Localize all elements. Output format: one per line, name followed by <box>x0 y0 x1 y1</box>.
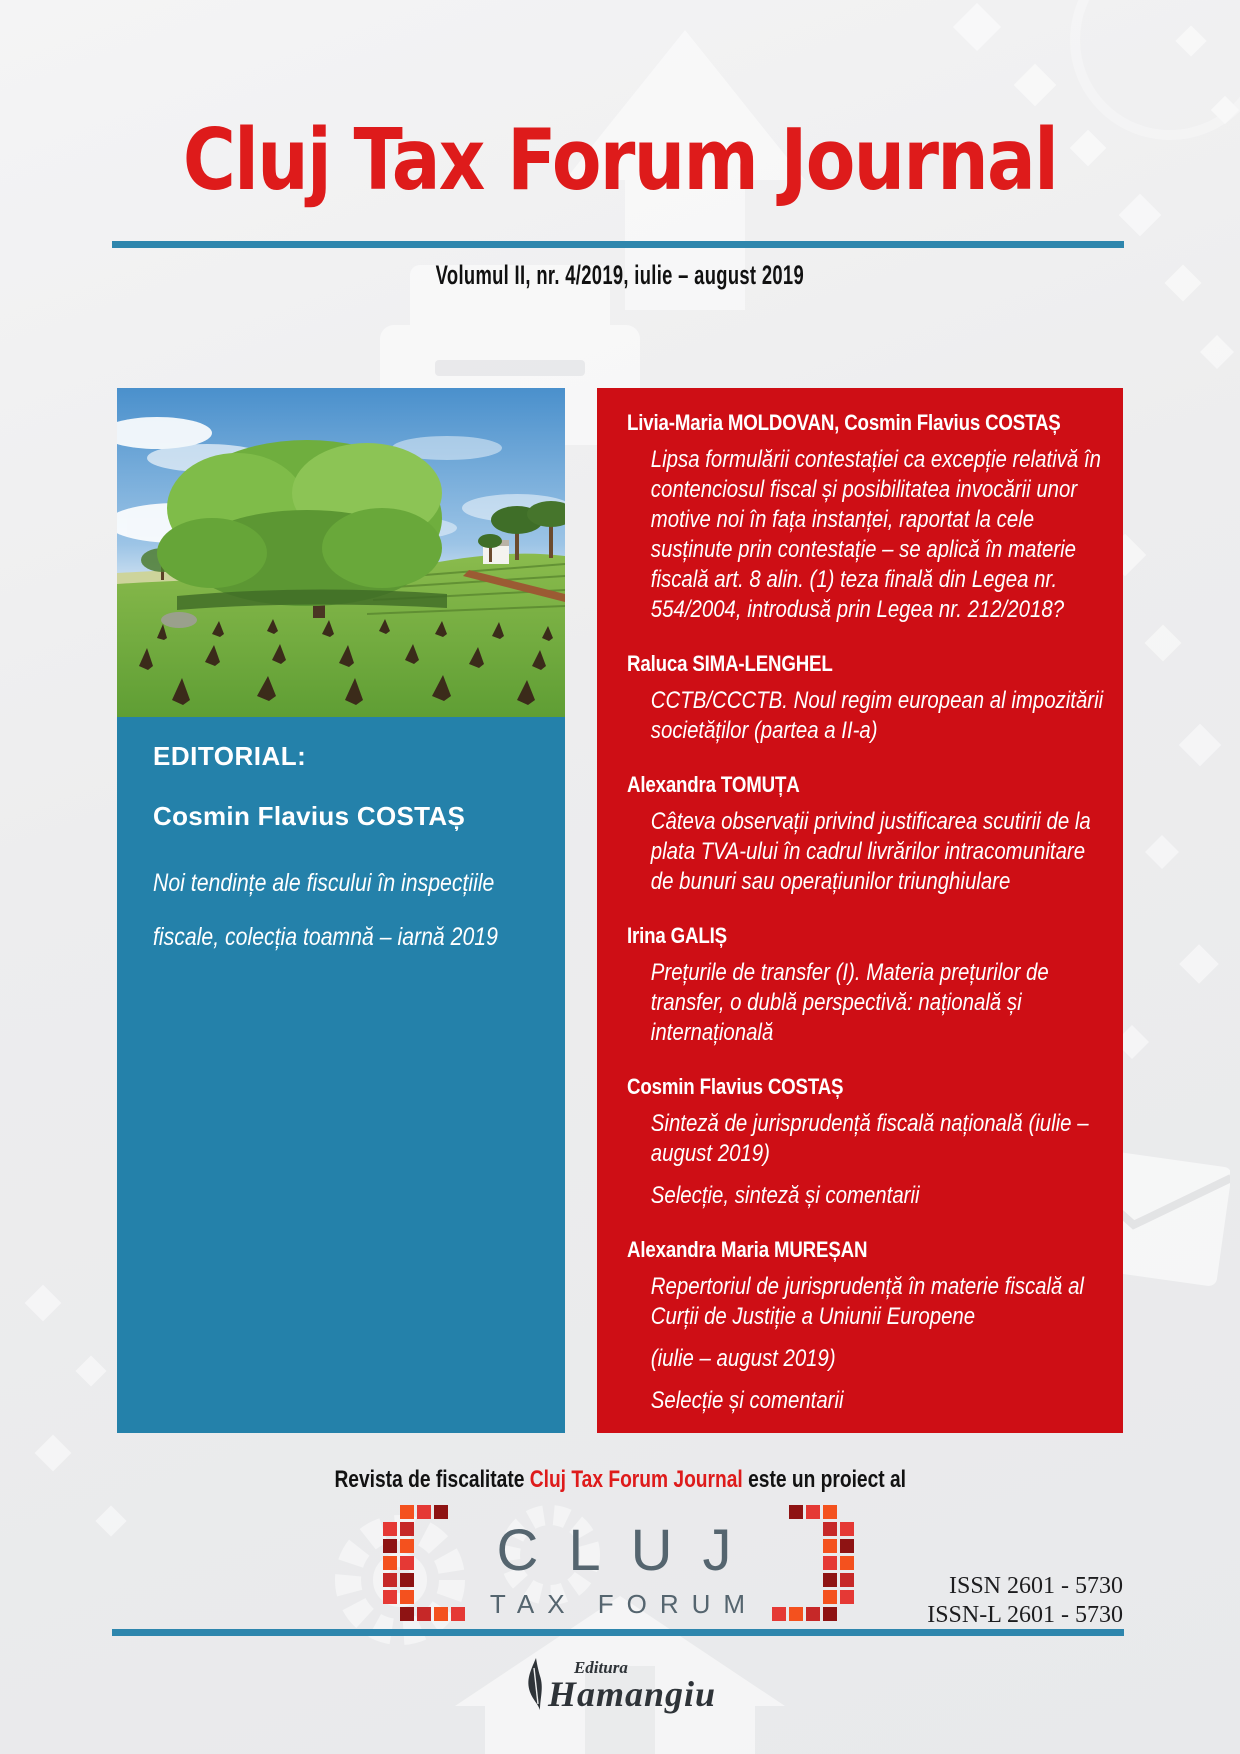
logo-pixel <box>789 1505 803 1519</box>
toc-article-list <box>627 408 1105 1433</box>
title-divider-line <box>112 241 1124 248</box>
logo-pixel <box>840 1590 854 1604</box>
logo-pixel <box>789 1607 803 1621</box>
logo-pixel <box>451 1607 465 1621</box>
project-line-brand: Cluj Tax Forum Journal <box>529 1466 743 1493</box>
article-authors: Irina GALIȘ <box>627 923 727 948</box>
journal-title: Cluj Tax Forum Journal <box>182 111 1058 210</box>
logo-pixel <box>434 1505 448 1519</box>
toc-article <box>627 1235 1105 1416</box>
editorial-title-line: Noi tendințe ale fiscului în inspecțiile <box>153 869 495 897</box>
logo-pixel <box>823 1590 837 1604</box>
table-of-contents-panel <box>597 388 1123 1433</box>
project-line-prefix: Revista de fiscalitate <box>334 1466 525 1493</box>
logo-pixel <box>383 1590 397 1604</box>
logo-pixel <box>383 1573 397 1587</box>
logo-pixel <box>383 1539 397 1553</box>
logo-pixel <box>400 1539 414 1553</box>
issn: ISSN 2601 - 5730 <box>948 1573 1123 1599</box>
article-title: Selecție, sinteză și comentarii <box>650 1182 920 1209</box>
logo-left-bracket-icon <box>383 1505 468 1624</box>
article-title: Lipsa formulării contestației ca excepție relativă în contenciosul fiscal și posibilitatea invocării unor motive noi în fața instanței, raportat la cele susținute prin contestație – se aplică în materie fiscală art. 8 alin. (1) teza finală din Legea nr. 554/2004, introdusă prin Legea nr. 212/2018? <box>650 446 1101 623</box>
editorial-title-line: fiscale, colecția toamnă – iarnă 2019 <box>153 923 498 951</box>
logo-pixel <box>840 1539 854 1553</box>
article-title: Prețurile de transfer (I). Materia prețurilor de transfer, o dublă perspectivă: națională și internațională <box>650 959 1049 1046</box>
project-line <box>0 1466 1240 1494</box>
toc-article <box>627 408 1105 625</box>
publisher-logo <box>0 1658 1240 1712</box>
publisher-editura-label: Editura <box>573 1658 628 1677</box>
logo-pixel <box>823 1522 837 1536</box>
logo-pixel <box>823 1573 837 1587</box>
article-authors: Alexandra Maria MUREȘAN <box>627 1237 868 1262</box>
toc-article <box>627 921 1105 1048</box>
article-title: Repertoriul de jurisprudență în materie fiscală al Curții de Justiție a Uniunii Europene <box>650 1273 1084 1330</box>
toc-article <box>627 770 1105 897</box>
publisher-name: Hamangiu <box>547 1674 717 1714</box>
logo-pixel <box>806 1505 820 1519</box>
issue-line-text: Volumul II, nr. 4/2019, iulie – august 2019 <box>435 260 805 290</box>
logo-pixel <box>417 1505 431 1519</box>
footer-divider-line <box>112 1629 1124 1636</box>
article-title: Selecție și comentarii <box>650 1387 844 1414</box>
logo-pixel <box>383 1522 397 1536</box>
article-authors: Cosmin Flavius COSTAȘ <box>627 1074 844 1099</box>
logo-pixel <box>400 1590 414 1604</box>
logo-pixel <box>840 1573 854 1587</box>
logo-pixel <box>400 1522 414 1536</box>
logo-text <box>478 1505 761 1619</box>
article-title: Câteva observații privind justificarea scutirii de la plata TVA-ului în cadrul livrărilor intracomunitare de bunuri sau operațiunilor triunghiulare <box>650 808 1091 895</box>
logo-subtitle: TAX FORUM <box>489 1589 759 1619</box>
editorial-body <box>117 717 565 964</box>
logo-pixel <box>400 1505 414 1519</box>
logo-right-bracket-icon <box>772 1505 857 1624</box>
logo-pixel <box>400 1556 414 1570</box>
issue-line <box>0 260 1240 291</box>
article-authors: Livia-Maria MOLDOVAN, Cosmin Flavius COSTAȘ <box>627 410 1061 435</box>
logo-pixel <box>383 1556 397 1570</box>
project-line-suffix: este un proiect al <box>747 1466 906 1493</box>
logo-word: CLUJ <box>496 1518 762 1583</box>
logo-pixel <box>823 1556 837 1570</box>
toc-article <box>627 649 1105 746</box>
logo-pixel <box>417 1607 431 1621</box>
issn-block <box>927 1572 1123 1630</box>
logo-pixel <box>806 1607 820 1621</box>
editorial-heading: EDITORIAL: <box>153 741 307 771</box>
logo-pixel <box>400 1573 414 1587</box>
editorial-article-title <box>153 856 529 964</box>
vineyard-landscape-photo <box>117 388 565 717</box>
issn-l: ISSN-L 2601 - 5730 <box>927 1602 1123 1628</box>
article-title: CCTB/CCCTB. Noul regim european al impozitării societăților (partea a II-a) <box>650 687 1104 744</box>
logo-pixel <box>400 1607 414 1621</box>
logo-pixel <box>434 1607 448 1621</box>
article-title: Sinteză de jurisprudență fiscală națională (iulie – august 2019) <box>650 1110 1089 1167</box>
article-title: (iulie – august 2019) <box>650 1345 836 1372</box>
editorial-author: Cosmin Flavius COSTAȘ <box>153 801 466 831</box>
logo-pixel <box>840 1556 854 1570</box>
toc-article <box>627 1072 1105 1211</box>
logo-pixel <box>823 1539 837 1553</box>
article-authors: Alexandra TOMUȚA <box>627 772 800 797</box>
editorial-panel <box>117 388 565 1433</box>
logo-pixel <box>772 1607 786 1621</box>
logo-pixel <box>840 1522 854 1536</box>
logo-pixel <box>823 1607 837 1621</box>
logo-pixel <box>823 1505 837 1519</box>
leaf-icon <box>524 1658 546 1710</box>
article-authors: Raluca SIMA-LENGHEL <box>627 651 833 676</box>
